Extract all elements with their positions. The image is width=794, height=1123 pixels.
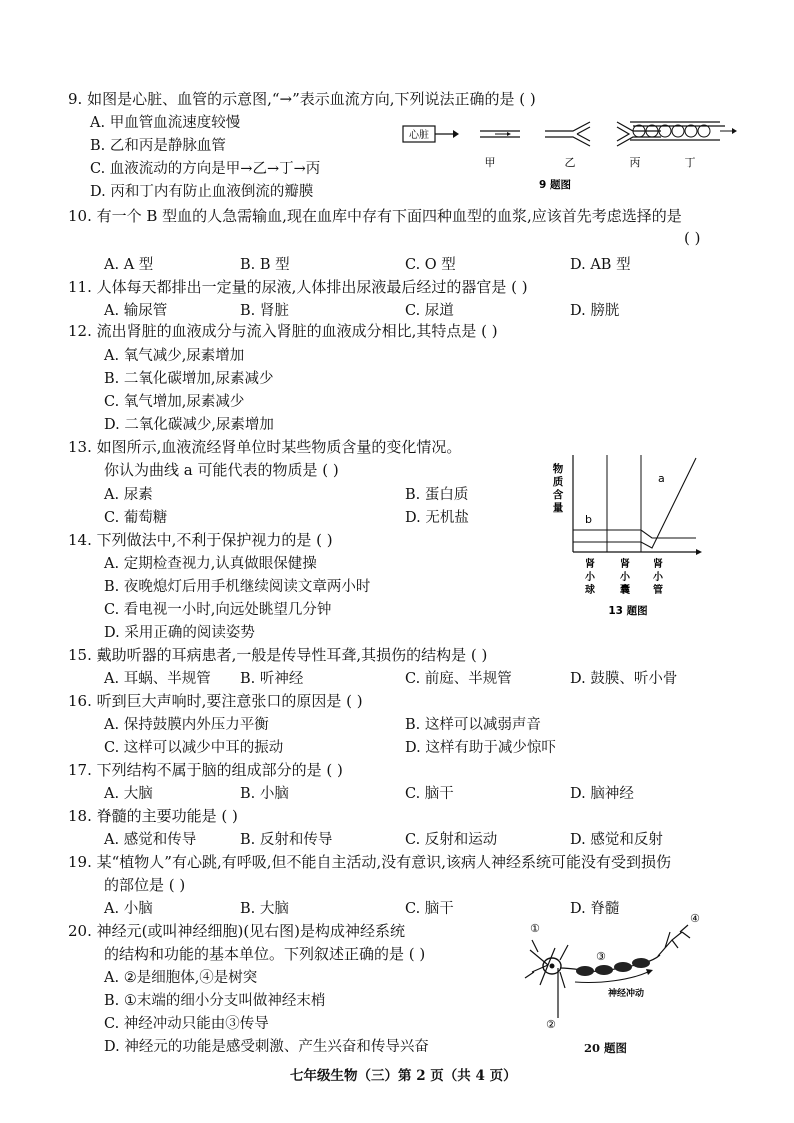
label-a: a xyxy=(658,472,665,485)
q11-stem: 11. 人体每天都排出一定量的尿液,人体排出尿液最后经过的器官是 ( ) xyxy=(68,278,528,296)
q19-option-c: C. 脑干 xyxy=(405,901,454,917)
q19-option-a: A. 小脑 xyxy=(104,901,153,917)
svg-text:肾: 肾 xyxy=(620,559,630,570)
svg-text:肾: 肾 xyxy=(585,559,595,570)
q20-option-c: C. 神经冲动只能由③传导 xyxy=(104,1016,269,1032)
svg-text:量: 量 xyxy=(552,502,564,514)
svg-text:小: 小 xyxy=(620,572,630,583)
q9-stem: 9. 如图是心脏、血管的示意图,“→”表示血流方向,下列说法正确的是 ( ) xyxy=(68,90,536,108)
q11-option-a: A. 输尿管 xyxy=(104,303,168,319)
q14-stem: 14. 下列做法中,不利于保护视力的是 ( ) xyxy=(68,531,333,549)
q18-option-b: B. 反射和传导 xyxy=(240,832,333,848)
q13-option-c: C. 葡萄糖 xyxy=(104,510,168,526)
q19-stem-line1: 19. 某“植物人”有心跳,有呼吸,但不能自主活动,没有意识,该病人神经系统可能没有受到损伤 xyxy=(68,853,672,871)
q20-neuron-figure xyxy=(520,910,720,1035)
label-n2: ② xyxy=(546,1018,556,1031)
q9-option-a: A. 甲血管血流速度较慢 xyxy=(90,115,241,131)
curve-b xyxy=(573,530,696,538)
label-n3: ③ xyxy=(596,950,606,963)
q13-figure xyxy=(548,450,708,620)
q13-option-b: B. 蛋白质 xyxy=(405,487,469,503)
capillary-icon xyxy=(628,119,738,145)
curve-a xyxy=(573,458,696,548)
q16-option-d: D. 这样有助于减少惊吓 xyxy=(405,740,556,756)
svg-text:球: 球 xyxy=(585,585,595,596)
q11-option-c: C. 尿道 xyxy=(405,303,454,319)
q18-option-d: D. 感觉和反射 xyxy=(570,832,663,848)
q13-stem-line1: 13. 如图所示,血液流经肾单位时某些物质含量的变化情况。 xyxy=(68,438,462,456)
q12-option-b: B. 二氧化碳增加,尿素减少 xyxy=(104,371,274,387)
q11-option-b: B. 肾脏 xyxy=(240,303,289,319)
svg-text:物: 物 xyxy=(552,463,564,475)
q20-caption: 20 题图 xyxy=(584,1041,628,1055)
q14-option-c: C. 看电视一小时,向远处眺望几分钟 xyxy=(104,602,332,618)
q15-stem: 15. 戴助听器的耳病患者,一般是传导性耳聋,其损伤的结构是 ( ) xyxy=(68,646,488,664)
label-yi: 乙 xyxy=(564,156,576,169)
q20-stem-line2: 的结构和功能的基本单位。下列叙述正确的是 ( ) xyxy=(104,945,426,963)
q13-caption: 13 题图 xyxy=(608,605,648,617)
q17-option-d: D. 脑神经 xyxy=(570,786,634,802)
q11-option-d: D. 膀胱 xyxy=(570,303,620,319)
q19-option-d: D. 脊髓 xyxy=(570,901,620,917)
svg-text:肾: 肾 xyxy=(653,559,663,570)
page-footer: 七年级生物（三）第 2 页（共 4 页） xyxy=(290,1068,517,1084)
q10-stem: 10. 有一个 B 型血的人急需输血,现在血库中存有下面四种血型的血浆,应该首先考虑选择的是 xyxy=(68,207,682,225)
q9-option-b: B. 乙和丙是静脉血管 xyxy=(90,138,226,154)
q12-option-c: C. 氧气增加,尿素减少 xyxy=(104,394,245,410)
svg-text:囊: 囊 xyxy=(620,585,630,596)
label-b: b xyxy=(585,513,592,526)
q13-option-d: D. 无机盐 xyxy=(405,510,469,526)
q16-option-b: B. 这样可以减弱声音 xyxy=(405,717,541,733)
label-n4: ④ xyxy=(690,912,700,925)
q18-stem: 18. 脊髓的主要功能是 ( ) xyxy=(68,807,238,825)
svg-text:质: 质 xyxy=(552,476,564,488)
q10-option-c: C. O 型 xyxy=(405,257,456,273)
q14-option-b: B. 夜晚熄灯后用手机继续阅读文章两小时 xyxy=(104,579,371,595)
q10-option-d: D. AB 型 xyxy=(570,257,631,273)
q16-option-a: A. 保持鼓膜内外压力平衡 xyxy=(104,717,269,733)
q19-stem-line2: 的部位是 ( ) xyxy=(104,876,186,894)
q19-option-b: B. 大脑 xyxy=(240,901,289,917)
q13-stem-line2: 你认为曲线 a 可能代表的物质是 ( ) xyxy=(104,461,339,479)
svg-text:管: 管 xyxy=(653,585,663,596)
q16-option-c: C. 这样可以减少中耳的振动 xyxy=(104,740,284,756)
q12-option-a: A. 氧气减少,尿素增加 xyxy=(104,348,245,364)
q17-option-c: C. 脑干 xyxy=(405,786,454,802)
q9-option-d: D. 丙和丁内有防止血液倒流的瓣膜 xyxy=(90,184,314,200)
q15-option-c: C. 前庭、半规管 xyxy=(405,671,512,687)
q17-option-a: A. 大脑 xyxy=(104,786,153,802)
label-n1: ① xyxy=(530,922,540,935)
svg-text:小: 小 xyxy=(585,572,595,583)
q17-option-b: B. 小脑 xyxy=(240,786,289,802)
q20-option-b: B. ①末端的细小分支叫做神经末梢 xyxy=(104,993,326,1009)
q10-option-b: B. B 型 xyxy=(240,257,290,273)
impulse-label: 神经冲动 xyxy=(608,989,645,999)
q12-option-d: D. 二氧化碳减少,尿素增加 xyxy=(104,417,274,433)
svg-text:含: 含 xyxy=(552,489,564,501)
label-bing: 丙 xyxy=(629,156,641,169)
q10-option-a: A. A 型 xyxy=(104,257,154,273)
q9-caption: 9 题图 xyxy=(539,179,571,191)
heart-label: 心脏 xyxy=(409,130,429,141)
svg-text:小: 小 xyxy=(653,572,663,583)
q20-option-a: A. ②是细胞体,④是树突 xyxy=(104,970,258,986)
q18-option-a: A. 感觉和传导 xyxy=(104,832,197,848)
q14-option-a: A. 定期检查视力,认真做眼保健操 xyxy=(104,556,317,572)
label-ding: 丁 xyxy=(684,156,696,169)
q16-stem: 16. 听到巨大声响时,要注意张口的原因是 ( ) xyxy=(68,692,363,710)
q15-option-a: A. 耳蜗、半规管 xyxy=(104,671,211,687)
q18-option-c: C. 反射和运动 xyxy=(405,832,498,848)
q20-option-d: D. 神经元的功能是感受刺激、产生兴奋和传导兴奋 xyxy=(104,1039,429,1055)
q15-option-b: B. 听神经 xyxy=(240,671,304,687)
q20-stem-line1: 20. 神经元(或叫神经细胞)(见右图)是构成神经系统 xyxy=(68,922,406,940)
q17-stem: 17. 下列结构不属于脑的组成部分的是 ( ) xyxy=(68,761,343,779)
label-jia: 甲 xyxy=(484,156,496,169)
q12-stem: 12. 流出肾脏的血液成分与流入肾脏的血液成分相比,其特点是 ( ) xyxy=(68,322,498,340)
q10-paren: ( ) xyxy=(684,229,701,247)
q15-option-d: D. 鼓膜、听小骨 xyxy=(570,671,678,687)
q9-option-c: C. 血液流动的方向是甲→乙→丁→丙 xyxy=(90,161,321,177)
q14-option-d: D. 采用正确的阅读姿势 xyxy=(104,625,255,641)
q13-option-a: A. 尿素 xyxy=(104,487,153,503)
